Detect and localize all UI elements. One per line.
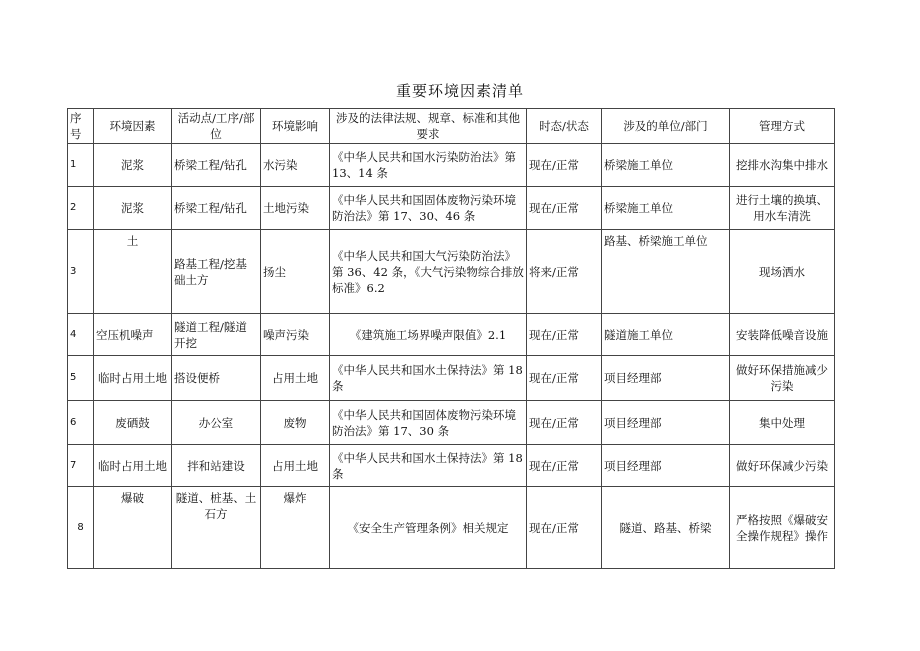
unit-cell: 项目经理部 — [602, 401, 730, 445]
page-title: 重要环境因素清单 — [395, 82, 524, 100]
activity-cell: 隧道工程/隧道开挖 — [172, 314, 261, 356]
state-cell: 现在/正常 — [527, 401, 602, 445]
row-number: 7 — [68, 445, 94, 487]
table-row — [68, 401, 835, 445]
activity-cell: 拌和站建设 — [172, 445, 261, 487]
factor-cell: 泥浆 — [94, 187, 172, 230]
activity-cell: 桥梁工程/钻孔 — [172, 187, 261, 230]
row-number: 1 — [68, 144, 94, 187]
row-number: 8 — [68, 487, 94, 569]
environment-factor-table — [67, 108, 835, 569]
unit-cell: 项目经理部 — [602, 356, 730, 401]
impact-cell: 占用土地 — [261, 356, 330, 401]
method-cell: 安装降低噪音设施 — [730, 314, 835, 356]
table-row — [68, 356, 835, 401]
row-number: 6 — [68, 401, 94, 445]
factor-cell: 临时占用土地 — [94, 356, 172, 401]
table-row — [68, 187, 835, 230]
impact-cell: 水污染 — [261, 144, 330, 187]
table-row — [68, 230, 835, 314]
method-cell: 现场洒水 — [730, 230, 835, 314]
factor-cell: 临时占用土地 — [94, 445, 172, 487]
header-cell: 管理方式 — [730, 109, 835, 144]
activity-cell: 隧道、桩基、土石方 — [172, 487, 261, 569]
law-cell: 《建筑施工场界噪声限值》2.1 — [330, 314, 527, 356]
unit-cell: 隧道施工单位 — [602, 314, 730, 356]
unit-cell: 项目经理部 — [602, 445, 730, 487]
state-cell: 现在/正常 — [527, 487, 602, 569]
method-cell: 做好环保减少污染 — [730, 445, 835, 487]
table-row — [68, 314, 835, 356]
law-cell: 《安全生产管理条例》相关规定 — [330, 487, 527, 569]
table-row — [68, 445, 835, 487]
row-number: 4 — [68, 314, 94, 356]
state-cell: 现在/正常 — [527, 187, 602, 230]
impact-cell: 占用土地 — [261, 445, 330, 487]
factor-cell: 泥浆 — [94, 144, 172, 187]
table-row — [68, 144, 835, 187]
impact-cell: 爆炸 — [261, 487, 330, 569]
factor-cell: 废硒鼓 — [94, 401, 172, 445]
state-cell: 现在/正常 — [527, 144, 602, 187]
activity-cell: 办公室 — [172, 401, 261, 445]
impact-cell: 废物 — [261, 401, 330, 445]
header-row — [68, 109, 835, 144]
method-cell: 集中处理 — [730, 401, 835, 445]
unit-cell: 桥梁施工单位 — [602, 144, 730, 187]
state-cell: 现在/正常 — [527, 445, 602, 487]
header-cell: 活动点/工序/部位 — [172, 109, 261, 144]
method-cell: 挖排水沟集中排水 — [730, 144, 835, 187]
factor-cell: 爆破 — [94, 487, 172, 569]
impact-cell: 土地污染 — [261, 187, 330, 230]
impact-cell: 噪声污染 — [261, 314, 330, 356]
header-cell: 序号 — [68, 109, 94, 144]
header-cell: 环境影响 — [261, 109, 330, 144]
method-cell: 做好环保措施减少污染 — [730, 356, 835, 401]
row-number: 5 — [68, 356, 94, 401]
state-cell: 将来/正常 — [527, 230, 602, 314]
header-cell: 涉及的单位/部门 — [602, 109, 730, 144]
table-row — [68, 487, 835, 569]
impact-cell: 扬尘 — [261, 230, 330, 314]
activity-cell: 桥梁工程/钻孔 — [172, 144, 261, 187]
header-cell: 涉及的法律法规、规章、标准和其他要求 — [330, 109, 527, 144]
unit-cell: 路基、桥梁施工单位 — [602, 230, 730, 314]
state-cell: 现在/正常 — [527, 356, 602, 401]
law-cell: 《中华人民共和国大气污染防治法》第 36、42 条，《大气污染物综合排放标准》6.2 — [330, 230, 527, 314]
law-cell: 《中华人民共和国固体废物污染环境防治法》第 17、30 条 — [330, 401, 527, 445]
law-cell: 《中华人民共和国水土保持法》第 18 条 — [330, 356, 527, 401]
state-cell: 现在/正常 — [527, 314, 602, 356]
method-cell: 进行土壤的换填、用水车清洗 — [730, 187, 835, 230]
law-cell: 《中华人民共和国固体废物污染环境防治法》第 17、30、46 条 — [330, 187, 527, 230]
row-number: 2 — [68, 187, 94, 230]
law-cell: 《中华人民共和国水土保持法》第 18 条 — [330, 445, 527, 487]
header-cell: 环境因素 — [94, 109, 172, 144]
header-cell: 时态/状态 — [527, 109, 602, 144]
activity-cell: 路基工程/挖基础土方 — [172, 230, 261, 314]
unit-cell: 桥梁施工单位 — [602, 187, 730, 230]
method-cell: 严格按照《爆破安全操作规程》操作 — [730, 487, 835, 569]
factor-cell: 空压机噪声 — [94, 314, 172, 356]
activity-cell: 搭设便桥 — [172, 356, 261, 401]
unit-cell: 隧道、路基、桥梁 — [602, 487, 730, 569]
law-cell: 《中华人民共和国水污染防治法》第 13、14 条 — [330, 144, 527, 187]
factor-cell: 土 — [94, 230, 172, 314]
row-number: 3 — [68, 230, 94, 314]
